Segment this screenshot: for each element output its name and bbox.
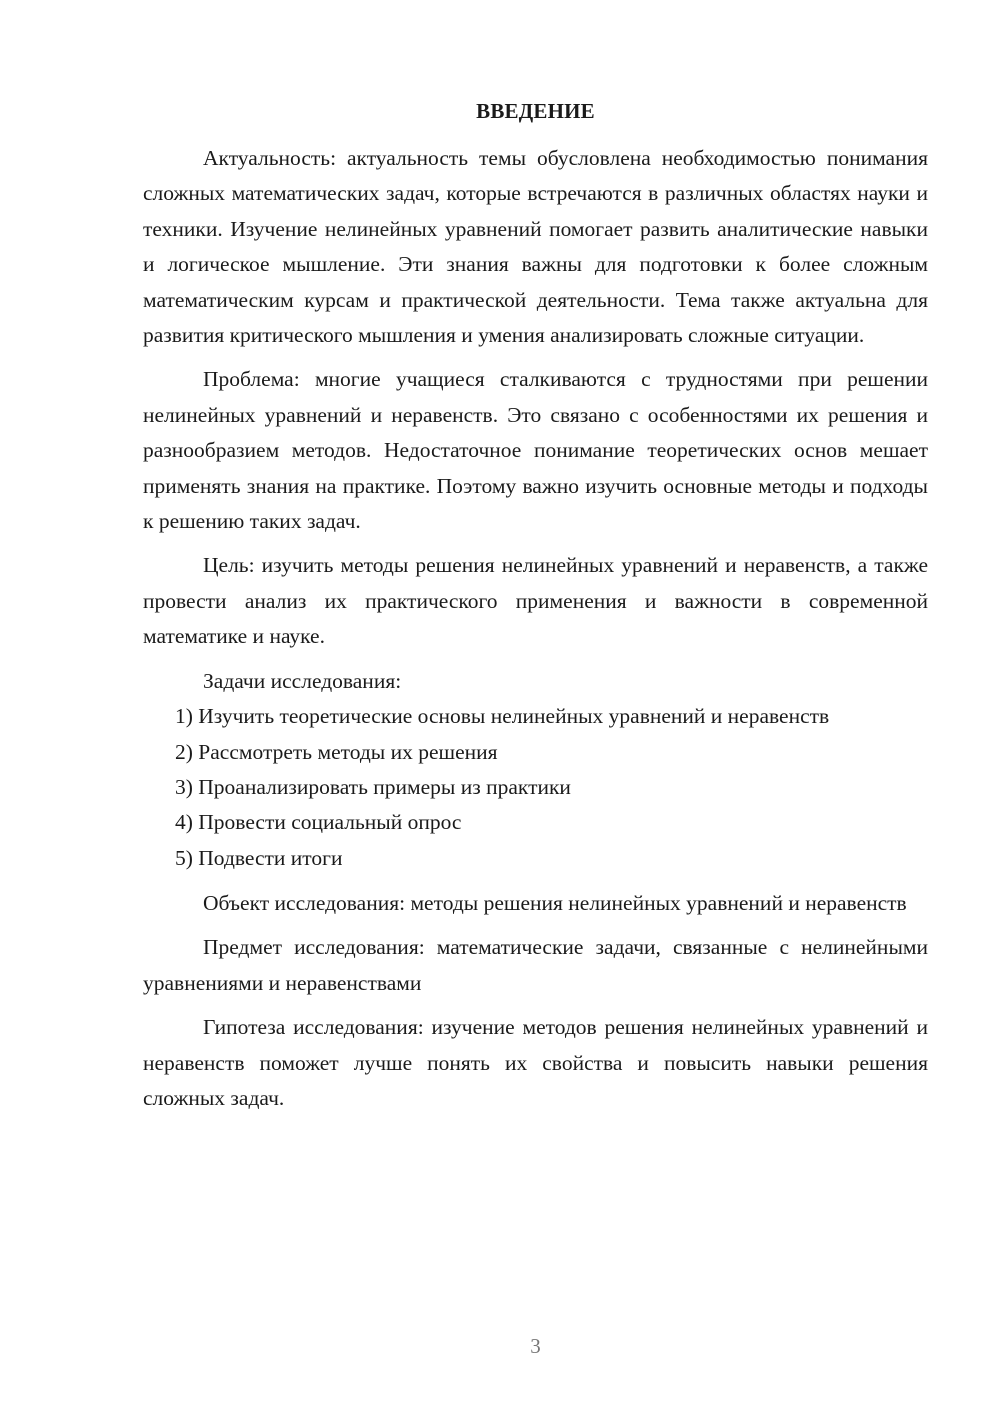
list-item: 5) Подвести итоги [175,845,343,870]
page-number: 3 [530,1334,541,1358]
relevance-paragraph: Актуальность: актуальность темы обусловлена необходимостью понимания сложных математических задач, которые встречаются в различных областях науки и техники. Изучение нелинейных уравнений помогает развить аналитические навыки и логическое мышление. Эти знания важны для подготовки к более сложным математическим курсам и практической деятельности. Тема также актуальна для развития критического мышления и умения анализировать сложные ситуации. [143,146,928,348]
page-title: ВВЕДЕНИЕ [476,99,595,123]
hypothesis-paragraph: Гипотеза исследования: изучение методов решения нелинейных уравнений и неравенств поможет лучше понять их свойства и повысить навыки решения сложных задач. [143,1015,928,1111]
subject-paragraph: Предмет исследования: математические задачи, связанные с нелинейными уравнениями и неравенствами [143,935,928,995]
tasks-heading: Задачи исследования: [203,668,402,693]
document-page [143,0,928,1414]
list-item: 3) Проанализировать примеры из практики [175,774,571,799]
list-item: 1) Изучить теоретические основы нелинейных уравнений и неравенств [175,704,830,729]
document-body [143,141,928,1116]
list-item: 2) Рассмотреть методы их решения [175,739,498,764]
list-item: 4) Провести социальный опрос [175,810,462,835]
goal-paragraph: Цель: изучить методы решения нелинейных уравнений и неравенств, а также провести анализ их практического применения и важности в современной математике и науке. [143,553,928,649]
problem-paragraph: Проблема: многие учащиеся сталкиваются с трудностями при решении нелинейных уравнений и неравенств. Это связано с особенностями их решения и разнообразием методов. Недостаточное понимание теоретических основ мешает применять знания на практике. Поэтому важно изучить основные методы и подходы к решению таких задач. [143,367,928,534]
object-paragraph: Объект исследования: методы решения нелинейных уравнений и неравенств [203,891,907,916]
tasks-list [143,699,928,876]
